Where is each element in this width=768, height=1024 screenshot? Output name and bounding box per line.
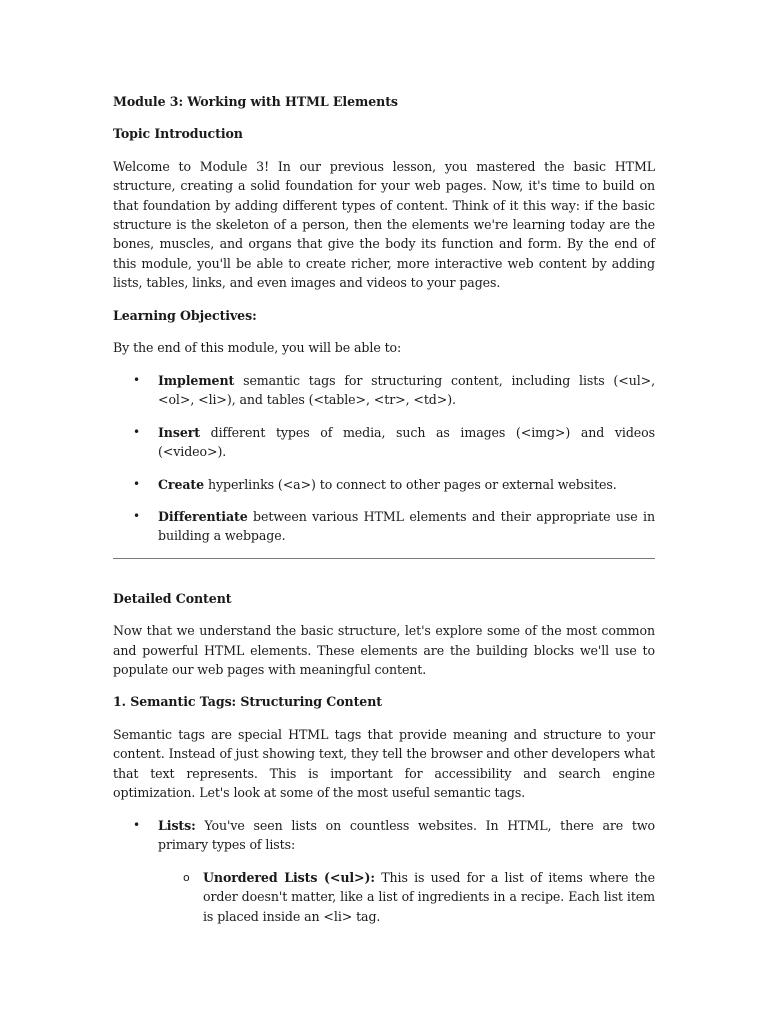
bullet-icon: •: [133, 372, 140, 387]
learning-objectives-list: [113, 371, 655, 546]
horizontal-divider: [113, 558, 655, 559]
semantic-tags-heading: 1. Semantic Tags: Structuring Content: [113, 694, 382, 710]
semantic-tags-paragraph: Semantic tags are special HTML tags that provide meaning and structure to your content. Instead of just showing text, they tell the browser and other developers what that text represents. This is important for accessibility and search engine optimization. Let's look at some of the most useful semantic tags.: [113, 726, 655, 801]
detailed-content-paragraph: Now that we understand the basic structure, let's explore some of the most common and powerful HTML elements. These elements are the building blocks we'll use to populate our web pages with meaningful content.: [113, 623, 655, 678]
list-item: [113, 475, 655, 494]
list-item: [113, 868, 655, 926]
objective-keyword: Implement: [158, 372, 235, 388]
module-title: Module 3: Working with HTML Elements: [113, 94, 398, 109]
learning-objectives-intro: By the end of this module, you will be able to:: [113, 340, 402, 356]
unordered-lists-text: This is used for a list of items where the order doesn't matter, like a list of ingredients in a recipe. Each list item is placed inside an <li> tag.: [203, 869, 655, 924]
bullet-icon: •: [133, 817, 140, 832]
list-item: [113, 423, 655, 462]
objective-text: hyperlinks (<a>) to connect to other pages or external websites.: [204, 476, 617, 492]
objective-text: different types of media, such as images (<img>) and videos (<video>).: [158, 424, 655, 460]
lists-keyword: Lists:: [158, 817, 196, 833]
semantic-tags-list: [113, 816, 655, 855]
learning-objectives-heading: Learning Objectives:: [113, 307, 257, 323]
objective-keyword: Insert: [158, 424, 201, 440]
unordered-lists-keyword: Unordered Lists (<ul>):: [203, 869, 375, 885]
list-item: [113, 816, 655, 855]
objective-text: between various HTML elements and their appropriate use in building a webpage.: [158, 509, 655, 544]
lists-text: You've seen lists on countless websites. In HTML, there are two primary types of lists:: [158, 817, 655, 853]
objective-keyword: Create: [158, 476, 205, 492]
objective-text: semantic tags for structuring content, including lists (<ul>, <ol>, <li>), and tables (<table>, <tr>, <td>).: [158, 372, 655, 408]
list-item: [113, 507, 655, 546]
bullet-icon: •: [133, 509, 140, 523]
list-item: [113, 371, 655, 410]
detailed-content-heading: Detailed Content: [113, 590, 232, 606]
bullet-icon: •: [133, 476, 140, 491]
topic-introduction-heading: Topic Introduction: [113, 126, 243, 142]
list-types-sublist: [113, 868, 655, 926]
objective-keyword: Differentiate: [158, 509, 248, 524]
bullet-icon: •: [133, 424, 140, 439]
document-page: [113, 92, 655, 939]
topic-introduction-paragraph: Welcome to Module 3! In our previous lesson, you mastered the basic HTML structure, creating a solid foundation for your web pages. Now, it's time to build on that foundation by adding different types of content. Think of it this way: if the basic structure is the skeleton of a person, then the elements we're learning today are the bones, muscles, and organs that give the body its function and form. By the end of this module, you'll be able to create richer, more interactive web content by adding lists, tables, links, and even images and videos to your pages.: [113, 158, 655, 291]
circle-bullet-icon: o: [183, 870, 190, 884]
